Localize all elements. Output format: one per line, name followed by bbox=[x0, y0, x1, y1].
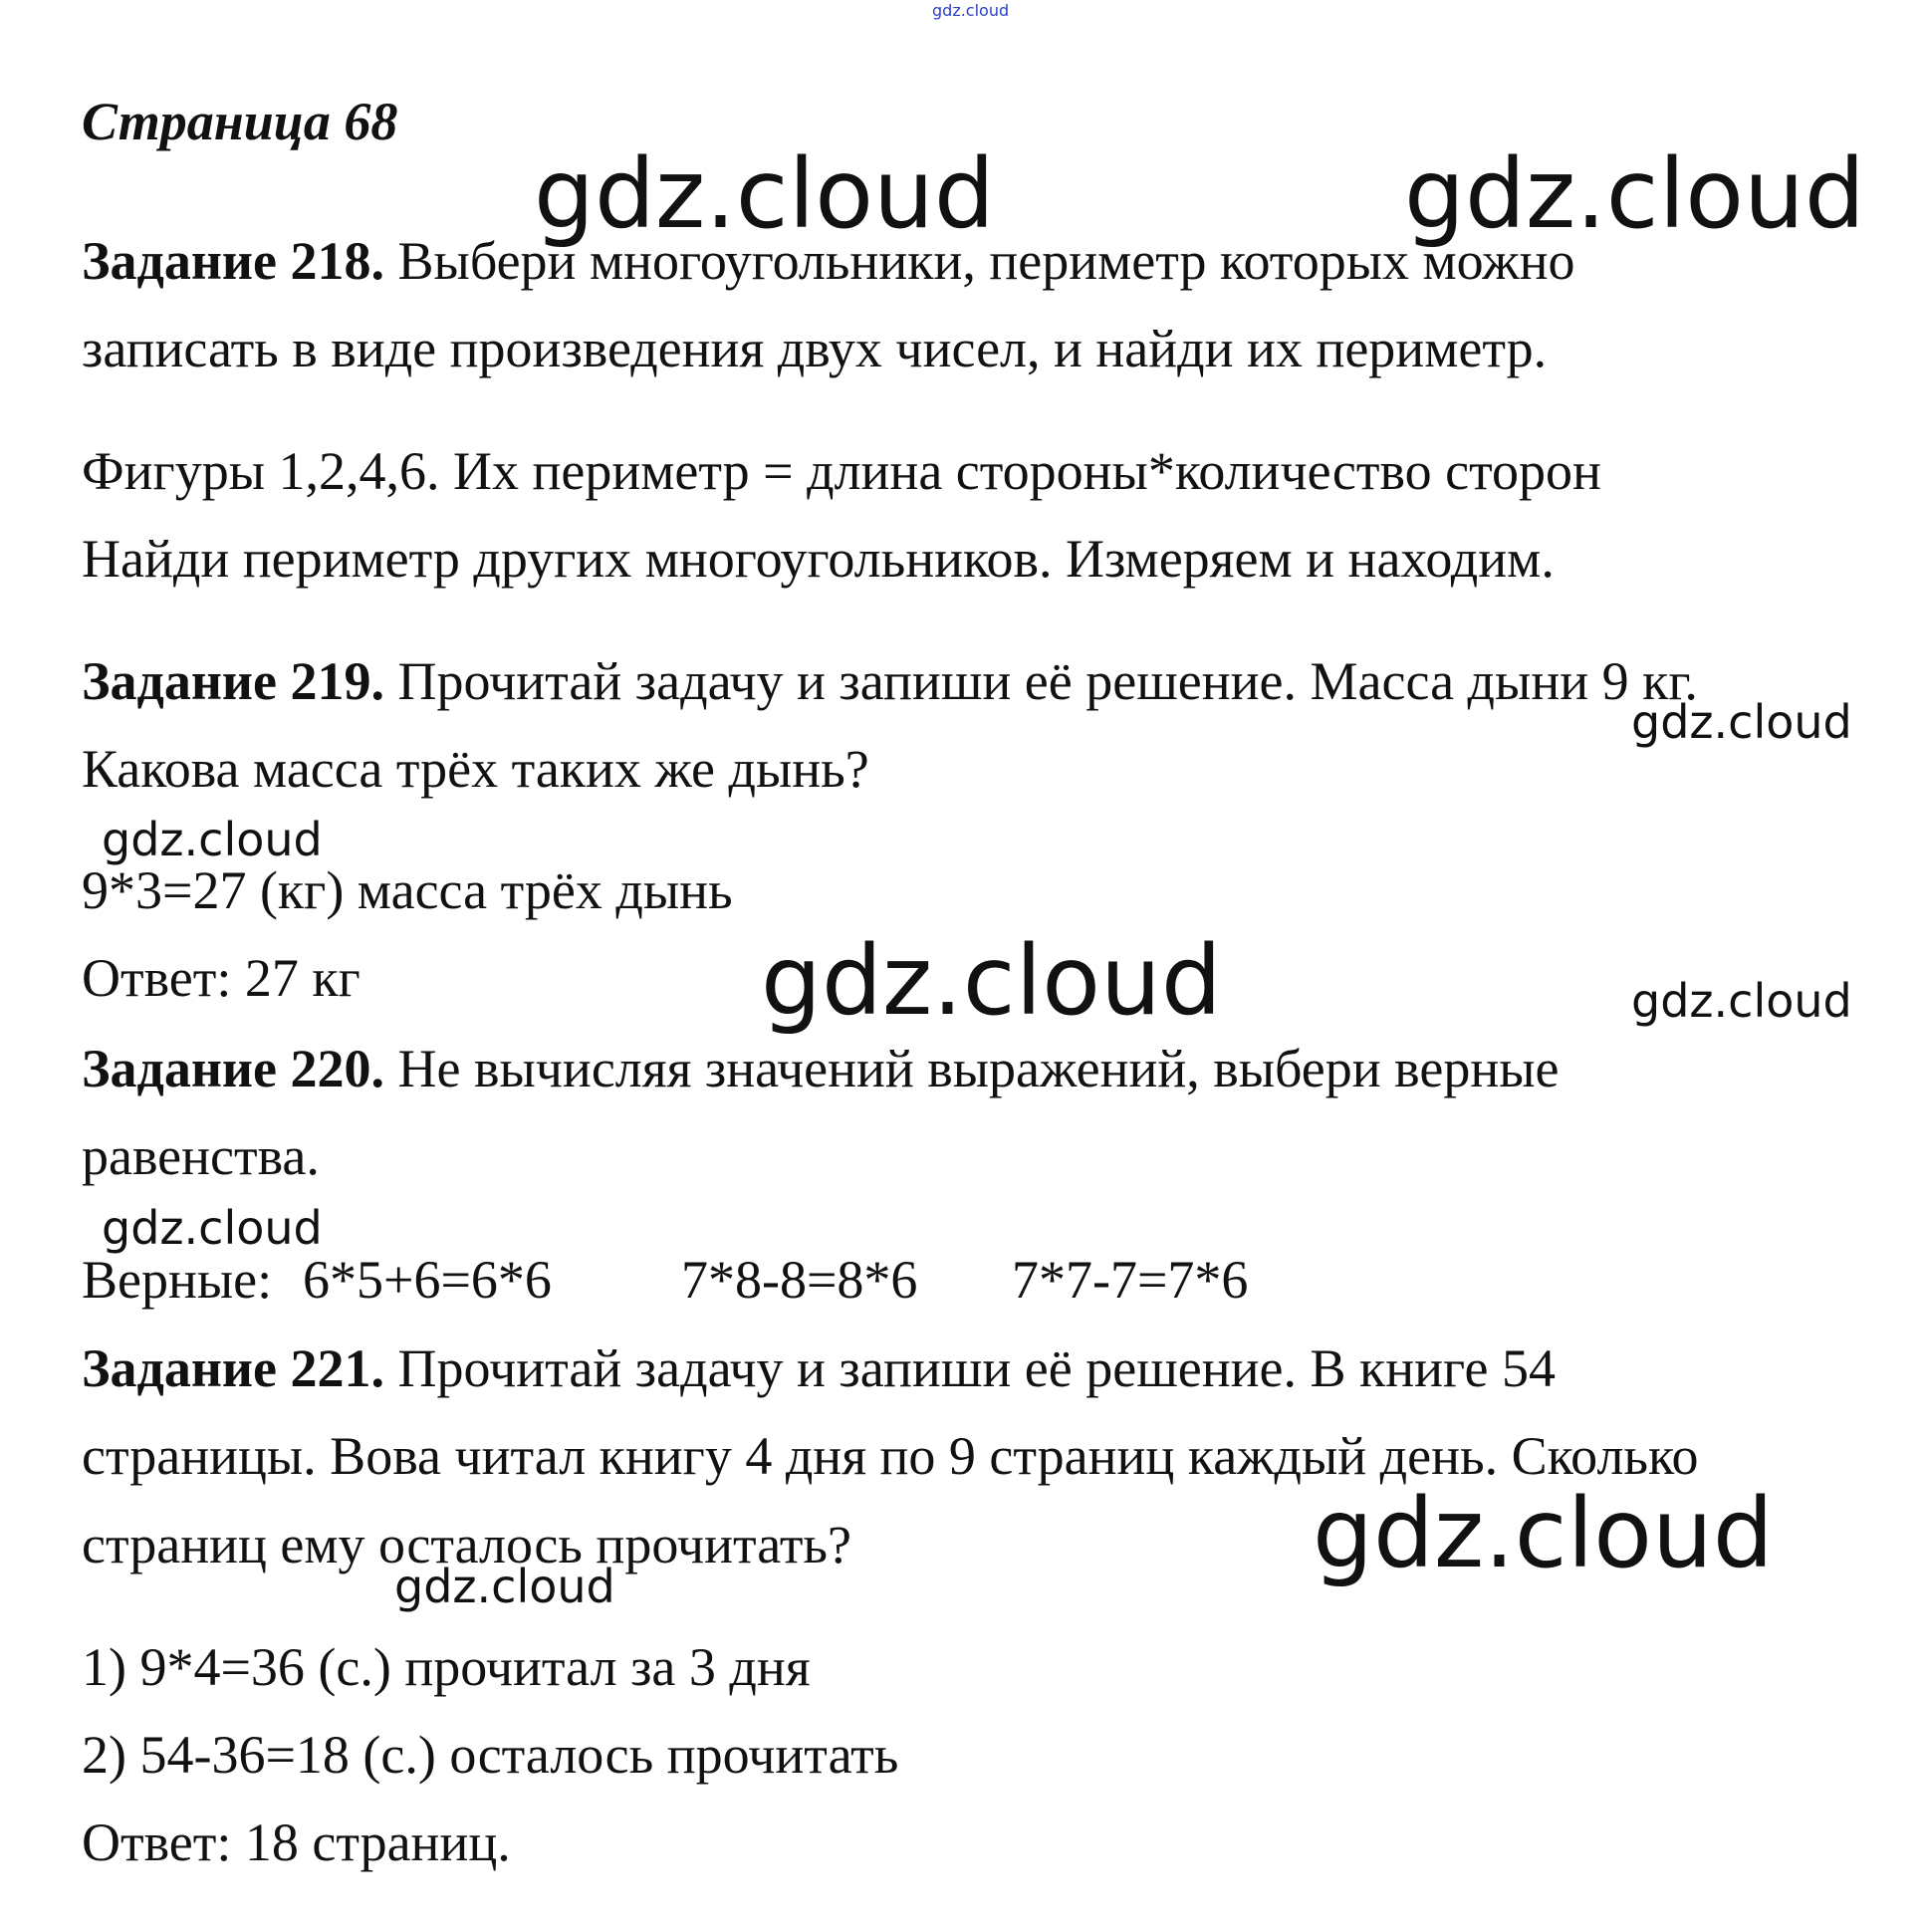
task-219-answer-1: 9*3=27 (кг) масса трёх дынь bbox=[82, 860, 733, 920]
watermark-5: gdz.cloud bbox=[761, 925, 1222, 1037]
task-219-question-2: Какова масса трёх таких же дынь? bbox=[82, 739, 869, 799]
task-220-answer-prefix: Верные: bbox=[82, 1250, 273, 1310]
task-220-equality-3: 7*7-7=7*6 bbox=[1012, 1250, 1249, 1310]
task-221-question-3: страниц ему осталось прочитать? bbox=[82, 1515, 852, 1574]
page-title: Страница 68 bbox=[82, 92, 398, 151]
task-218-label: Задание 218. bbox=[82, 231, 385, 291]
task-220-line-1 bbox=[82, 1039, 1559, 1098]
task-218-question-1: Выбери многоугольники, периметр которых можно bbox=[397, 231, 1575, 291]
task-219-label: Задание 219. bbox=[82, 651, 385, 711]
watermark-3: gdz.cloud bbox=[1631, 695, 1852, 749]
task-219-question-1: Прочитай задачу и запиши её решение. Масса дыни 9 кг. bbox=[397, 651, 1698, 711]
task-221-answer-2: 2) 54-36=18 (с.) осталось прочитать bbox=[82, 1725, 899, 1785]
task-221-line-1 bbox=[82, 1338, 1556, 1398]
task-221-label: Задание 221. bbox=[82, 1338, 385, 1398]
task-219-line-1 bbox=[82, 651, 1698, 711]
task-221-answer-3: Ответ: 18 страниц. bbox=[82, 1812, 511, 1872]
task-221-answer-1: 1) 9*4=36 (с.) прочитал за 3 дня bbox=[82, 1637, 811, 1697]
task-219-answer-2: Ответ: 27 кг bbox=[82, 948, 361, 1008]
task-218-answer-1: Фигуры 1,2,4,6. Их периметр = длина стороны*количество сторон bbox=[82, 441, 1601, 501]
watermark-9: gdz.cloud bbox=[394, 1560, 615, 1613]
task-220-equality-2: 7*8-8=8*6 bbox=[681, 1250, 918, 1310]
watermark-1: gdz.cloud bbox=[534, 138, 995, 250]
task-220-question-1: Не вычисляя значений выражений, выбери верные bbox=[397, 1039, 1560, 1098]
task-221-question-2: страницы. Вова читал книгу 4 дня по 9 страниц каждый день. Сколько bbox=[82, 1426, 1699, 1486]
watermark-7: gdz.cloud bbox=[102, 1201, 323, 1255]
watermark-2: gdz.cloud bbox=[1404, 138, 1865, 250]
task-220-label: Задание 220. bbox=[82, 1039, 385, 1098]
watermark-4: gdz.cloud bbox=[102, 813, 323, 866]
watermark-6: gdz.cloud bbox=[1631, 974, 1852, 1028]
watermark-8: gdz.cloud bbox=[1313, 1478, 1774, 1589]
task-220-question-2: равенства. bbox=[82, 1126, 320, 1186]
task-221-question-1: Прочитай задачу и запиши её решение. В книге 54 bbox=[397, 1338, 1556, 1398]
task-218-question-2: записать в виде произведения двух чисел, и найди их периметр. bbox=[82, 319, 1548, 378]
task-218-answer-2: Найди периметр других многоугольников. Измеряем и находим. bbox=[82, 529, 1555, 589]
watermark-top: gdz.cloud bbox=[932, 1, 1010, 20]
task-220-equality-1: 6*5+6=6*6 bbox=[303, 1250, 552, 1310]
